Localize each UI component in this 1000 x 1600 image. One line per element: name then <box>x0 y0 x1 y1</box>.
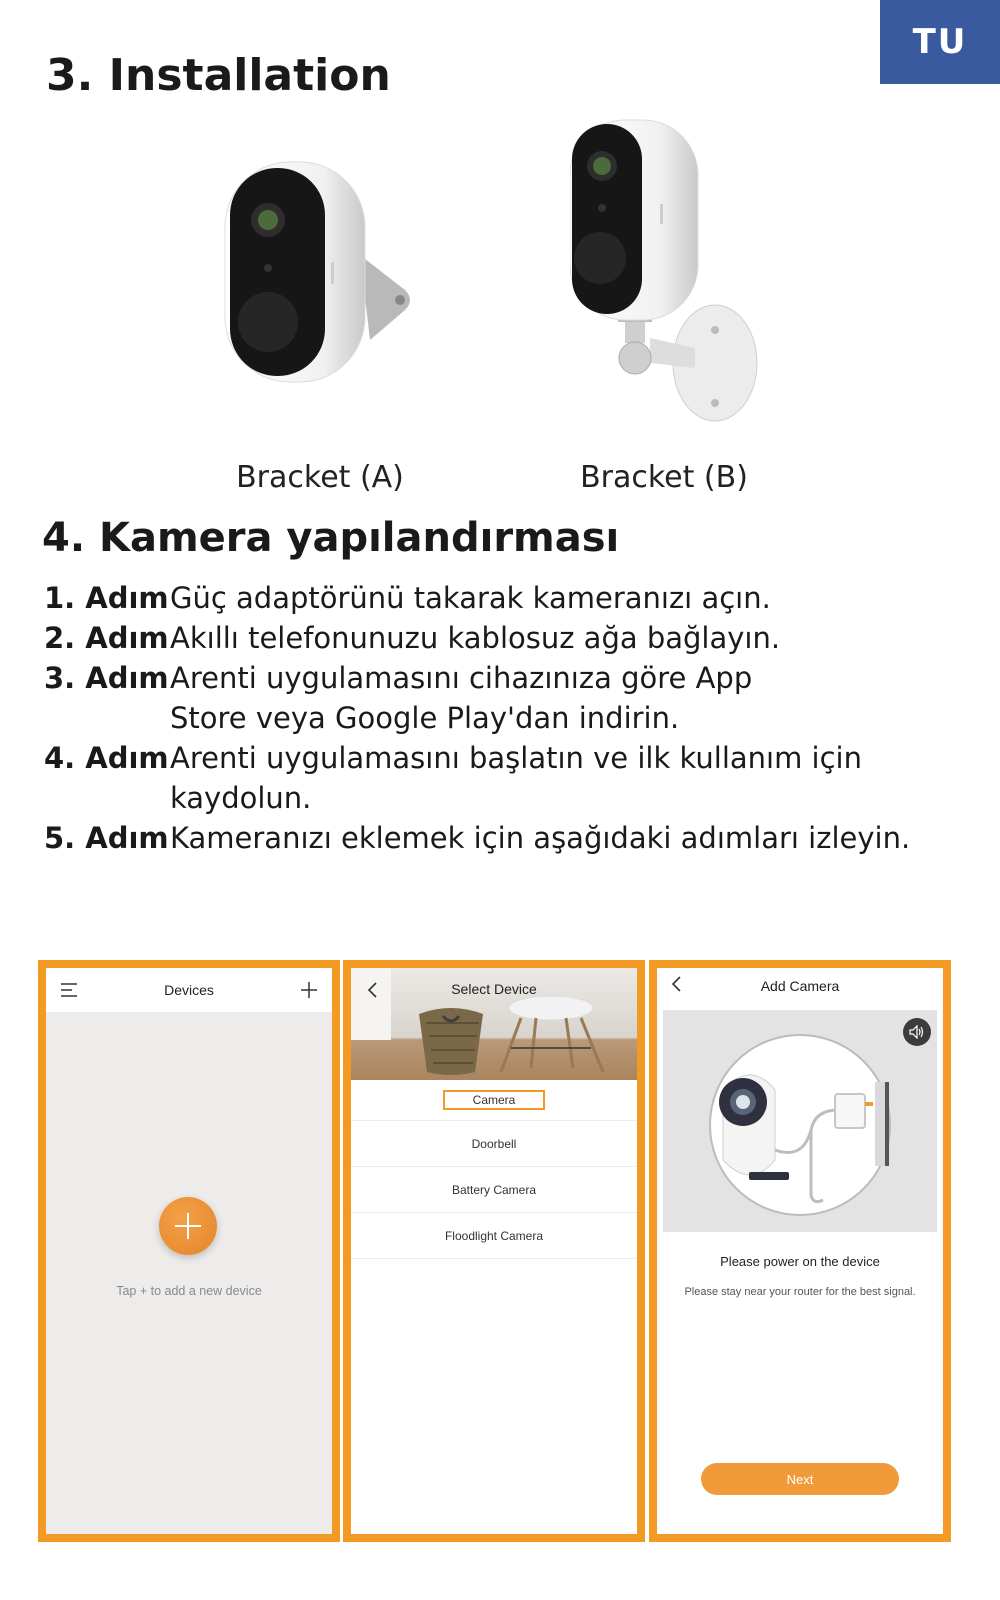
speaker-icon <box>909 1025 925 1039</box>
screen-select-device <box>343 960 645 1542</box>
camera-bracket-a-image <box>220 150 420 400</box>
step-text: Güç adaptörünü takarak kameranızı açın. <box>170 581 771 615</box>
screen-devices <box>38 960 340 1542</box>
step-text: Akıllı telefonunuzu kablosuz ağa bağlayın. <box>170 621 781 655</box>
step-3 <box>44 658 974 738</box>
bracket-a-label: Bracket (A) <box>236 460 404 495</box>
device-label: Battery Camera <box>451 1182 537 1197</box>
add-icon[interactable] <box>300 981 318 999</box>
step-2 <box>44 618 974 658</box>
step-text: Arenti uygulamasını başlatın ve ilk kullanım için kaydolun. <box>170 741 862 815</box>
power-on-subtext: Please stay near your router for the best signal. <box>684 1286 916 1298</box>
step-number: 3. Adım <box>44 661 169 695</box>
next-button[interactable]: Next <box>701 1463 899 1495</box>
back-icon[interactable] <box>671 976 681 992</box>
step-number: 4. Adım <box>44 741 169 775</box>
steps-list <box>44 578 974 858</box>
device-label: Floodlight Camera <box>444 1228 544 1243</box>
language-badge: TU <box>880 0 1000 84</box>
device-option-camera[interactable] <box>351 1080 637 1121</box>
add-device-button[interactable] <box>159 1197 217 1255</box>
devices-title: Devices <box>164 982 214 998</box>
devices-body <box>46 1012 332 1534</box>
step-number: 1. Adım <box>44 581 169 615</box>
add-camera-title: Add Camera <box>760 978 840 994</box>
devices-header <box>46 968 332 1012</box>
step-4 <box>44 738 974 818</box>
select-device-title: Select Device <box>451 981 537 997</box>
bracket-b-label: Bracket (B) <box>580 460 748 495</box>
step-number: 2. Adım <box>44 621 169 655</box>
config-heading: 4. Kamera yapılandırması <box>42 515 620 561</box>
step-1 <box>44 578 974 618</box>
step-number: 5. Adım <box>44 821 169 855</box>
sound-icon[interactable] <box>903 1018 931 1046</box>
selected-device-label: Camera <box>443 1090 546 1110</box>
device-label: Doorbell <box>471 1136 517 1151</box>
device-option-battery-camera[interactable] <box>351 1167 637 1213</box>
step-text: Arenti uygulamasını cihazınıza göre App Store veya Google Play'dan indirin. <box>170 661 753 735</box>
screen-add-camera <box>649 960 951 1542</box>
select-device-banner <box>351 968 637 1080</box>
power-on-illustration <box>663 1010 937 1232</box>
menu-icon[interactable] <box>60 983 78 997</box>
installation-heading: 3. Installation <box>46 50 391 101</box>
add-camera-header <box>657 968 943 1004</box>
step-text: Kameranızı eklemek için aşağıdaki adımları izleyin. <box>170 821 911 855</box>
camera-bracket-b-image <box>570 118 770 428</box>
add-device-hint: Tap + to add a new device <box>116 1284 262 1298</box>
power-on-heading: Please power on the device <box>720 1254 880 1269</box>
device-option-doorbell[interactable] <box>351 1121 637 1167</box>
device-option-floodlight-camera[interactable] <box>351 1213 637 1259</box>
step-5 <box>44 818 974 858</box>
